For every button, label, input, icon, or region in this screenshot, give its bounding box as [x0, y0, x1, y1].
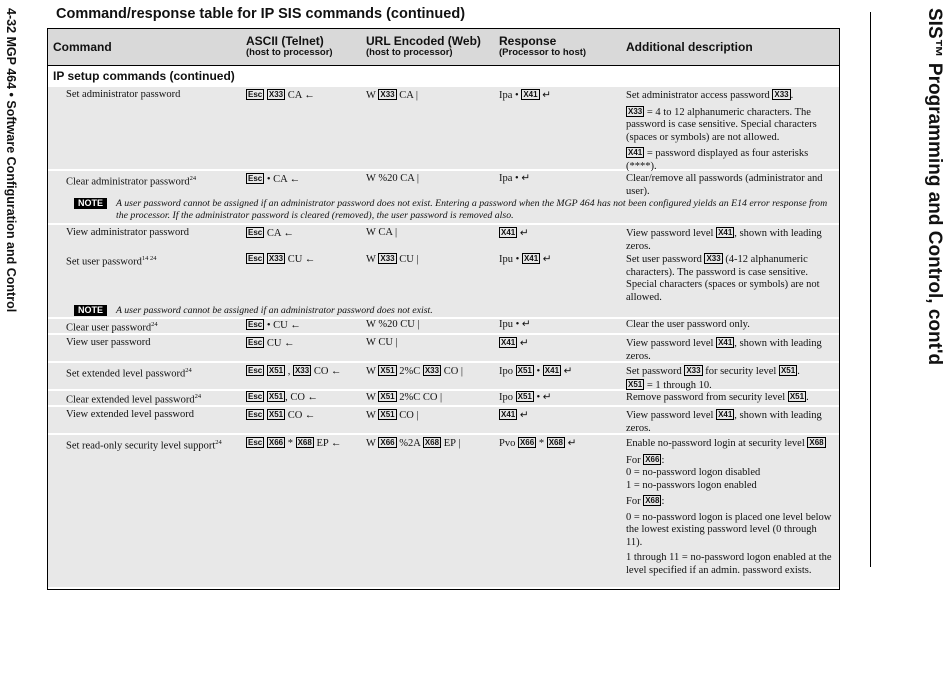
table-row: Set user password$^{14 24}$ Esc X33 CU ← W X33 CU | Ipu • X41 ↵ Set user password X33 (4-12 alphanumeric characters). The password is case sensitive. Special characters (spaces or symbols) are not allowed. NOTE A user password cannot be assigned if an administrator password does not exist. — [48, 251, 839, 317]
header-ascii: ASCII (Telnet) (host to processor) — [246, 34, 333, 58]
page-footer-left — [0, 8, 22, 348]
table-row: Clear user password$^{24}$ Esc • CU ← W %20 CU | Ipu • ↵ Clear the user password only. — [48, 319, 839, 333]
header-description: Additional description — [626, 40, 753, 54]
command-table — [47, 28, 840, 590]
header-url: URL Encoded (Web) (host to processor) — [366, 34, 481, 58]
table-row: View user password Esc CU ← W CU | X41 ↵ View password level X41 , shown with leading zeros. — [48, 335, 839, 361]
page-title: Command/response table for IP SIS commands (continued) — [56, 6, 466, 22]
table-row: Set extended level password$^{24}$ Esc X51 , X33 CO ← W X51 2%C X33 CO | Ipo X51 • X41 ↵ Set password X33 for security level X51 . X51 = 1 through 10. — [48, 363, 839, 389]
table-row: Set administrator password Esc X33 CA ← W X33 CA | Ipa • X41 ↵ Set administrator access password X33 . X33 = 4 to 12 alphanumeric characters. The password is case sensitive. Special characters (spaces or symbols) are not allowed. X41 = password displayed as four asterisks (****). — [48, 87, 839, 169]
header-response: Response (Processor to host) — [499, 34, 587, 58]
table-row: Clear extended level password$^{24}$ Esc X51 , CO ← W X51 2%C CO | Ipo X51 • ↵ Remove password from security level X51 . — [48, 391, 839, 405]
chapter-title: SIS™ Programming and Control, cont'd — [924, 8, 945, 366]
table-row: Set read-only security level support$^{24}$ Esc X66 * X68 EP ← W X66 %2A X68 EP | Pvo X66 * X68 ↵ Enable no-password login at security level X68 For X66 : 0 = no-password logon disabled 1 = no-passwors logon enabled For X68 : 0 = no-password logon is placed one level below the lowest existing password level (0 through 11). 1 through 11 = no-password logon enabled at the level specified if an admin. password exists. — [48, 435, 839, 587]
table-row: View extended level password Esc X51 CO ← W X51 CO | X41 ↵ View password level X41 , shown with leading zeros. — [48, 407, 839, 433]
section-heading: IP setup commands (continued) — [53, 69, 235, 83]
table-row: Clear administrator password$^{24}$ Esc • CA ← W %20 CA | Ipa • ↵ Clear/remove all passwords (administrator and user). NOTE A user password cannot be assigned if an administrator password does not exist. Entering a password when the MGP 464 has not been configured yields an E14 error response from the processor. If the administrator password is cleared (removed), the user password is removed also. — [48, 171, 839, 223]
chapter-tab — [890, 8, 950, 588]
page-number-and-chapter: 4-32 MGP 464 • Software Configuration and Control — [4, 8, 18, 313]
note-user-password: NOTE A user password cannot be assigned if an administrator password does not exist. — [74, 305, 836, 317]
table-row: View administrator password Esc CA ← W CA | X41 ↵ View password level X41 , shown with leading zeros. — [48, 225, 839, 251]
note-admin-password: NOTE A user password cannot be assigned if an administrator password does not exist. Entering a password when the MGP 464 has not been configured yields an E14 error response from the processor. If the administrator password is cleared (removed), the user password is removed also. — [74, 198, 836, 222]
chapter-rule — [870, 12, 871, 567]
header-command: Command — [53, 40, 112, 54]
table-header — [48, 29, 839, 66]
